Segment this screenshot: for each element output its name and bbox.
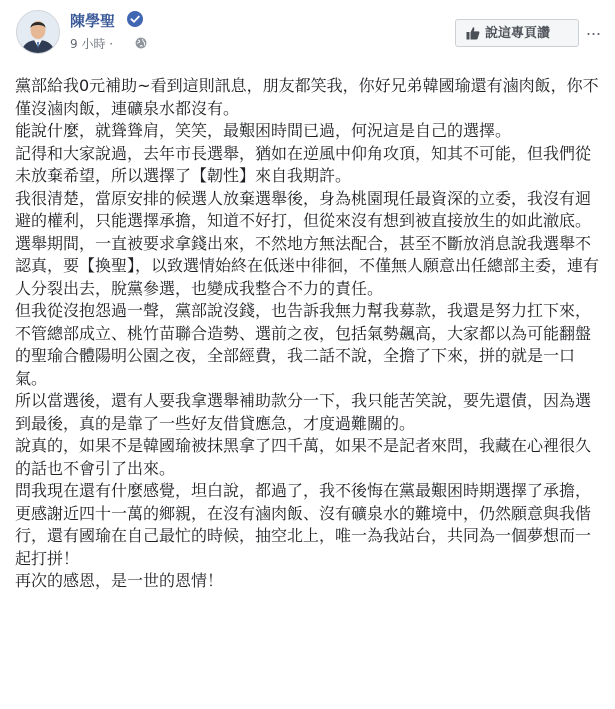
post-paragraph: 我很清楚，當原安排的候選人放棄選舉後，身為桃園現任最資深的立委，我沒有迴避的權利，只能選擇承擔，知道不好打，但從來沒有想到被直接放生的如此澈底。 bbox=[15, 188, 592, 230]
post-timestamp[interactable]: 9 小時 bbox=[70, 37, 106, 51]
verified-badge-icon bbox=[127, 11, 143, 27]
avatar[interactable] bbox=[16, 10, 60, 54]
globe-icon[interactable] bbox=[135, 37, 147, 49]
post-body bbox=[15, 75, 600, 593]
meta-separator: · bbox=[109, 37, 114, 51]
more-options-button[interactable]: ··· bbox=[582, 19, 604, 47]
author-name[interactable]: 陳學聖 bbox=[70, 12, 116, 30]
post-meta bbox=[70, 35, 113, 52]
post-paragraph: 問我現在還有什麼感覺，坦白說，都過了，我不後悔在黨最艱困時期選擇了承擔，更感謝近四十一萬的鄉親，在沒有滷肉飯、沒有礦泉水的難境中，仍然願意與我偕行，還有國瑜在自己最忙的時候，抽空北上，唯一為我站台，共同為一個夢想而一起打拼！ bbox=[15, 481, 592, 568]
thumbs-up-icon bbox=[466, 26, 480, 40]
post-paragraph: 能說什麼，就聳聳肩，笑笑，最艱困時間已過，何況這是自己的選擇。 bbox=[15, 121, 512, 140]
post-paragraph: 黨部給我0元補助~看到這則訊息，朋友都笑我，你好兄弟韓國瑜還有滷肉飯，你不僅沒滷肉飯，連礦泉水都沒有。 bbox=[15, 76, 599, 118]
post-paragraph: 選舉期間，一直被要求拿錢出來，不然地方無法配合，甚至不斷放消息說我選舉不認真，要【換聖】，以致選情始終在低迷中徘徊，不僅無人願意出任總部主委，連有人分裂出去，脫黨參選，也變成我整合不力的責任。 bbox=[15, 233, 600, 298]
post-paragraph: 說真的，如果不是韓國瑜被抹黑拿了四千萬，如果不是記者來問，我藏在心裡很久的話也不會引了出來。 bbox=[15, 436, 592, 478]
post-paragraph: 所以當選後，還有人要我拿選舉補助款分一下，我只能苦笑說，要先還債，因為選到最後，真的是靠了一些好友借貸應急，才度過難關的。 bbox=[15, 391, 592, 433]
post-paragraph: 記得和大家說過，去年市長選舉，猶如在逆風中仰角攻頂，知其不可能，但我們從未放棄希望，所以選擇了【韌性】來自我期許。 bbox=[15, 143, 592, 185]
post-paragraph: 但我從沒抱怨過一聲，黨部說沒錢，也告訴我無力幫我募款，我還是努力扛下來，不管總部成立、桃竹苗聯合造勢、選前之夜，包括氣勢飆高，大家都以為可能翻盤的聖瑜合體陽明公園之夜，全部經費，我二話不說，全擔了下來，拼的就是一口氣。 bbox=[15, 301, 592, 388]
post-paragraph: 再次的感恩，是一世的恩情！ bbox=[15, 571, 224, 590]
avatar-portrait-icon bbox=[17, 11, 59, 53]
like-page-label: 說這專頁讚 bbox=[485, 25, 551, 40]
post-header bbox=[0, 0, 615, 56]
like-page-button[interactable] bbox=[455, 19, 579, 47]
